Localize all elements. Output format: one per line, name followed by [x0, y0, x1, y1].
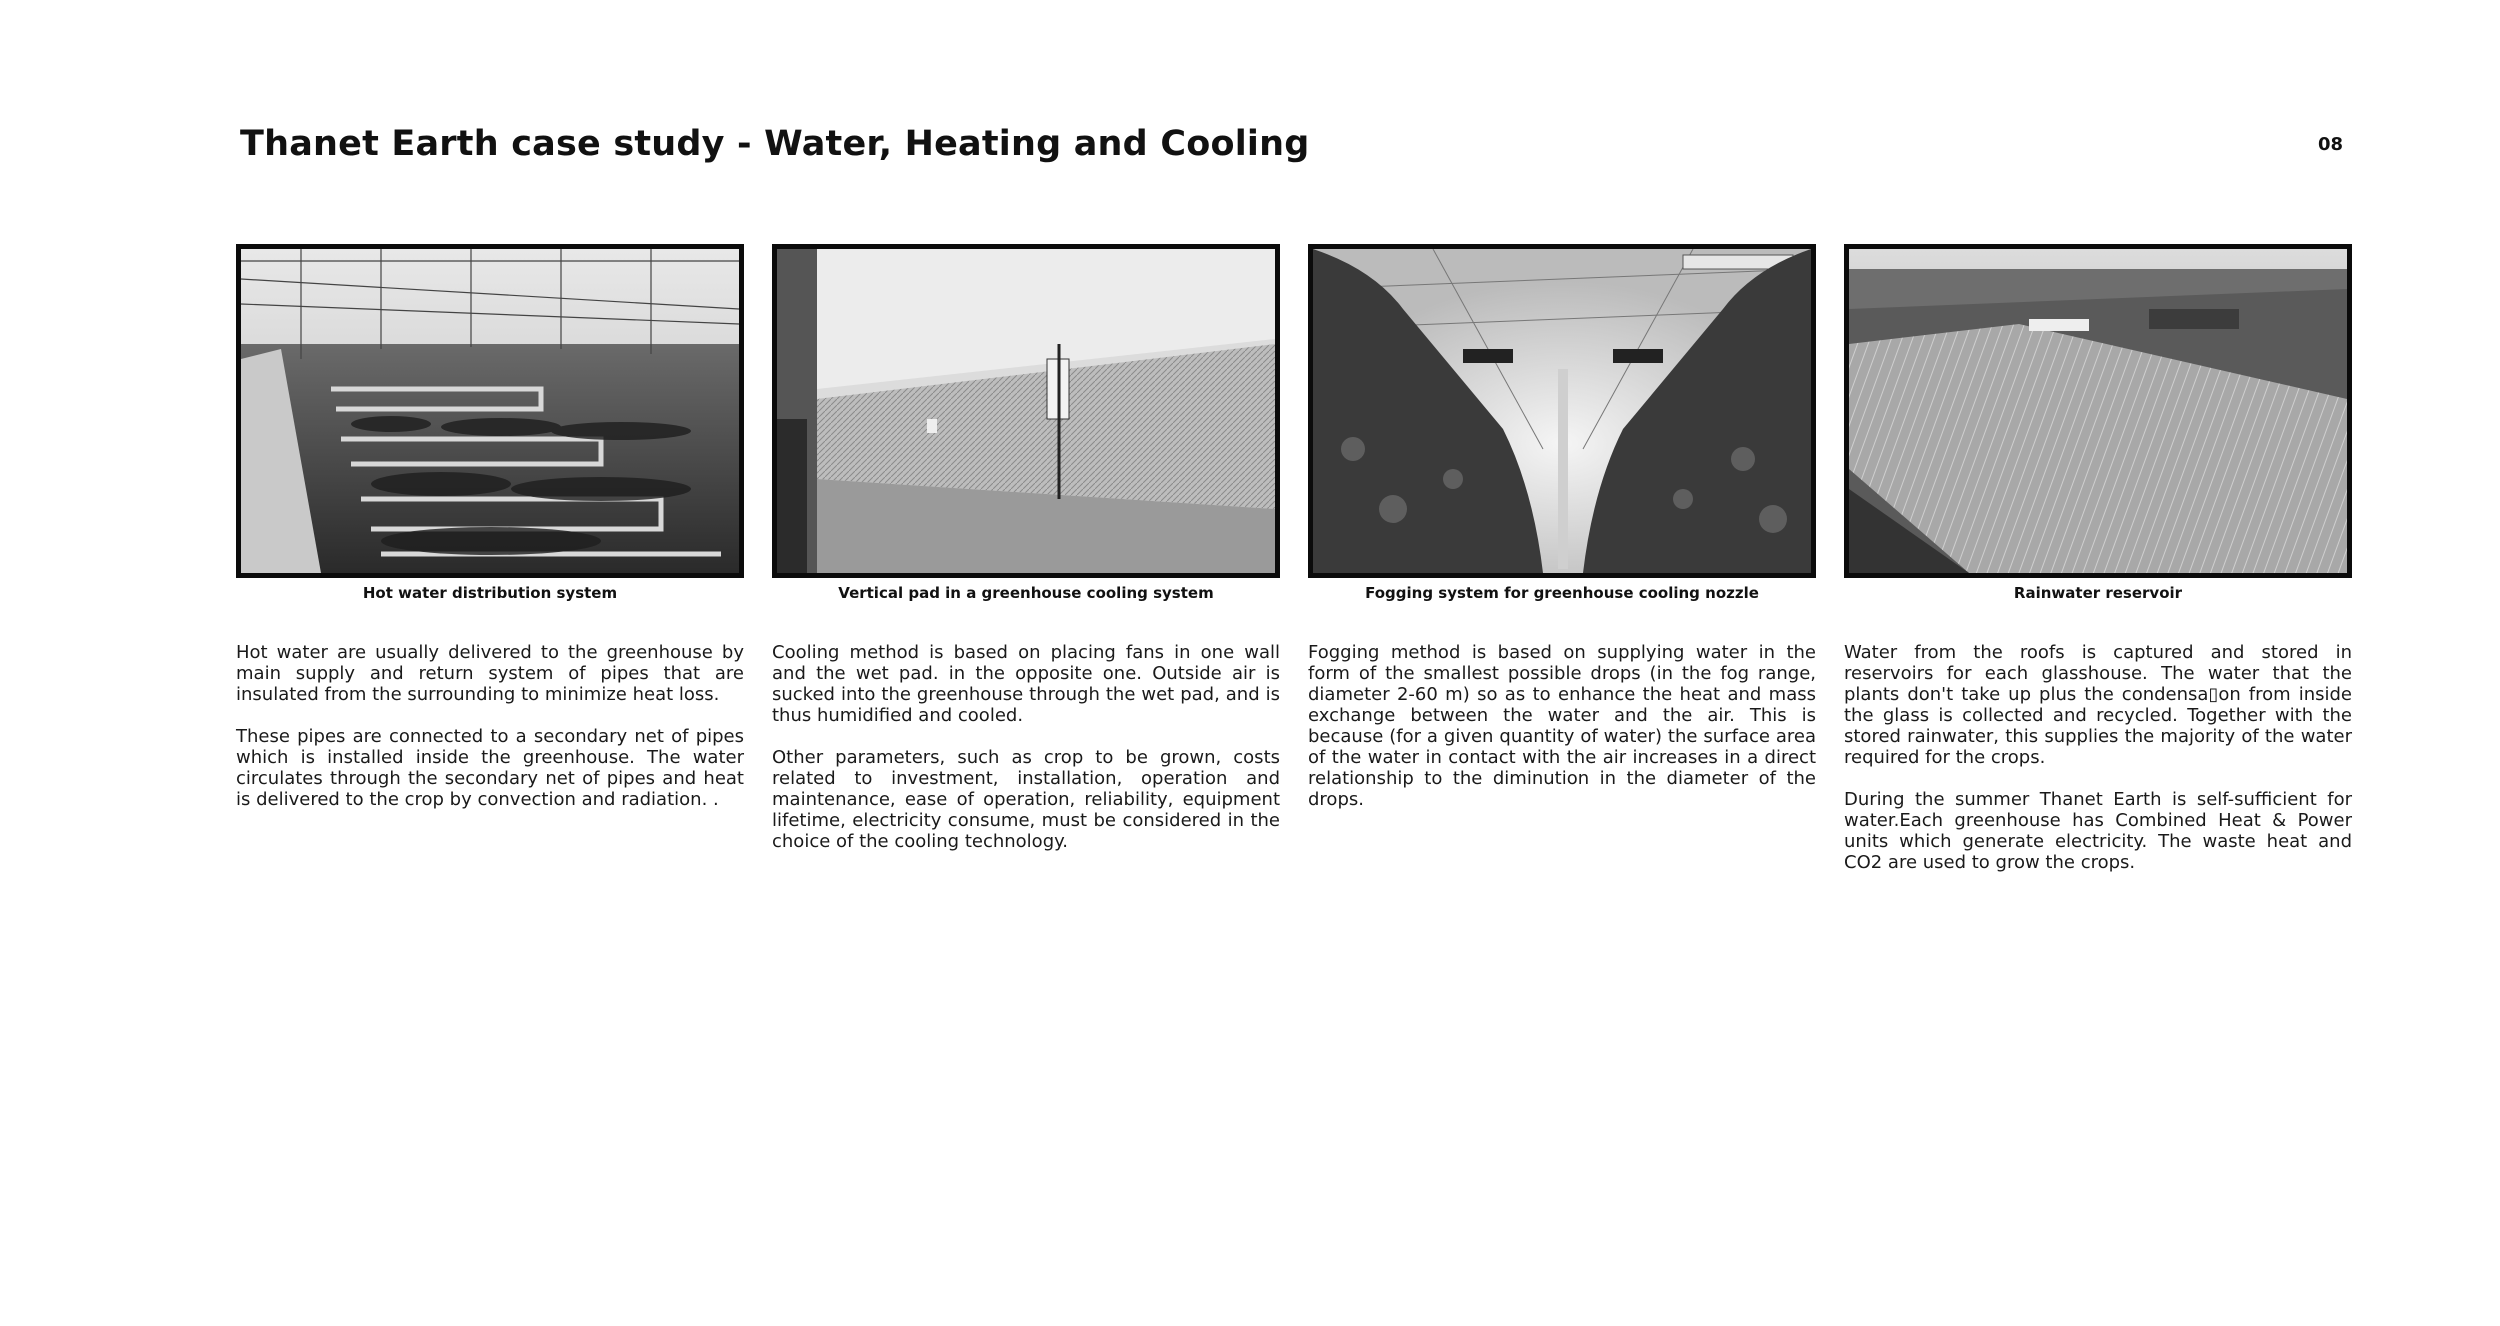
paragraph: During the summer Thanet Earth is self-sufficient for water.Each greenhouse has Combined Heat & Power units which generate electricity. The waste heat and CO2 are used to grow the crops.	[1844, 789, 2352, 873]
paragraph: Hot water are usually delivered to the greenhouse by main supply and return system of pipes that are insulated from the surrounding to minimize heat loss.	[236, 642, 744, 705]
photo-rainwater-reservoir	[1844, 244, 2352, 578]
photo-fogging-system	[1308, 244, 1816, 578]
page-title: Thanet Earth case study - Water, Heating and Cooling	[240, 124, 1310, 164]
paragraph: Water from the roofs is captured and stored in reservoirs for each glasshouse. The water that the plants don't take up plus the condensa▯on from inside the glass is collected and recycled. Together with the stored rainwater, this supplies the majority of the water required for the crops.	[1844, 642, 2352, 768]
body-text-rainwater	[1844, 642, 2352, 873]
photo-vertical-pad	[772, 244, 1280, 578]
greenhouse-pipes-image	[241, 249, 739, 573]
paragraph: Fogging method is based on supplying water in the form of the smallest possible drops (in the fog range, diameter 2-60 m) so as to enhance the heat and mass exchange between the water and the air. This is because (for a given quantity of water) the surface area of the water in contact with the air increases in a direct relationship to the diminution in the diameter of the drops.	[1308, 642, 1816, 810]
paragraph: Cooling method is based on placing fans in one wall and the wet pad. in the opposite one. Outside air is sucked into the greenhouse through the wet pad, and is thus humidified and cooled.	[772, 642, 1280, 726]
photo-caption: Vertical pad in a greenhouse cooling system	[838, 584, 1214, 602]
body-text-fogging	[1308, 642, 1816, 810]
body-text-cooling	[772, 642, 1280, 852]
paragraph: These pipes are connected to a secondary net of pipes which is installed inside the greenhouse. The water circulates through the secondary net of pipes and heat is delivered to the crop by convection and radiation. .	[236, 726, 744, 810]
photo-hot-water-distribution	[236, 244, 744, 578]
aerial-greenhouse-image	[1849, 249, 2347, 573]
column-rainwater	[1844, 244, 2352, 894]
cooling-pad-image	[777, 249, 1275, 573]
photo-caption: Rainwater reservoir	[2013, 584, 2183, 602]
photo-caption: Fogging system for greenhouse cooling nozzle	[1365, 584, 1759, 602]
photo-caption: Hot water distribution system	[362, 584, 618, 602]
fogging-tomato-image	[1313, 249, 1811, 573]
column-hot-water	[236, 244, 744, 831]
body-text-hot-water	[236, 642, 744, 810]
paragraph: Other parameters, such as crop to be grown, costs related to investment, installation, operation and maintenance, ease of operation, reliability, equipment lifetime, electricity consume, must be considered in the choice of the cooling technology.	[772, 747, 1280, 852]
page-number: 08	[2318, 134, 2344, 155]
column-fogging	[1308, 244, 1816, 831]
column-cooling-pad	[772, 244, 1280, 873]
